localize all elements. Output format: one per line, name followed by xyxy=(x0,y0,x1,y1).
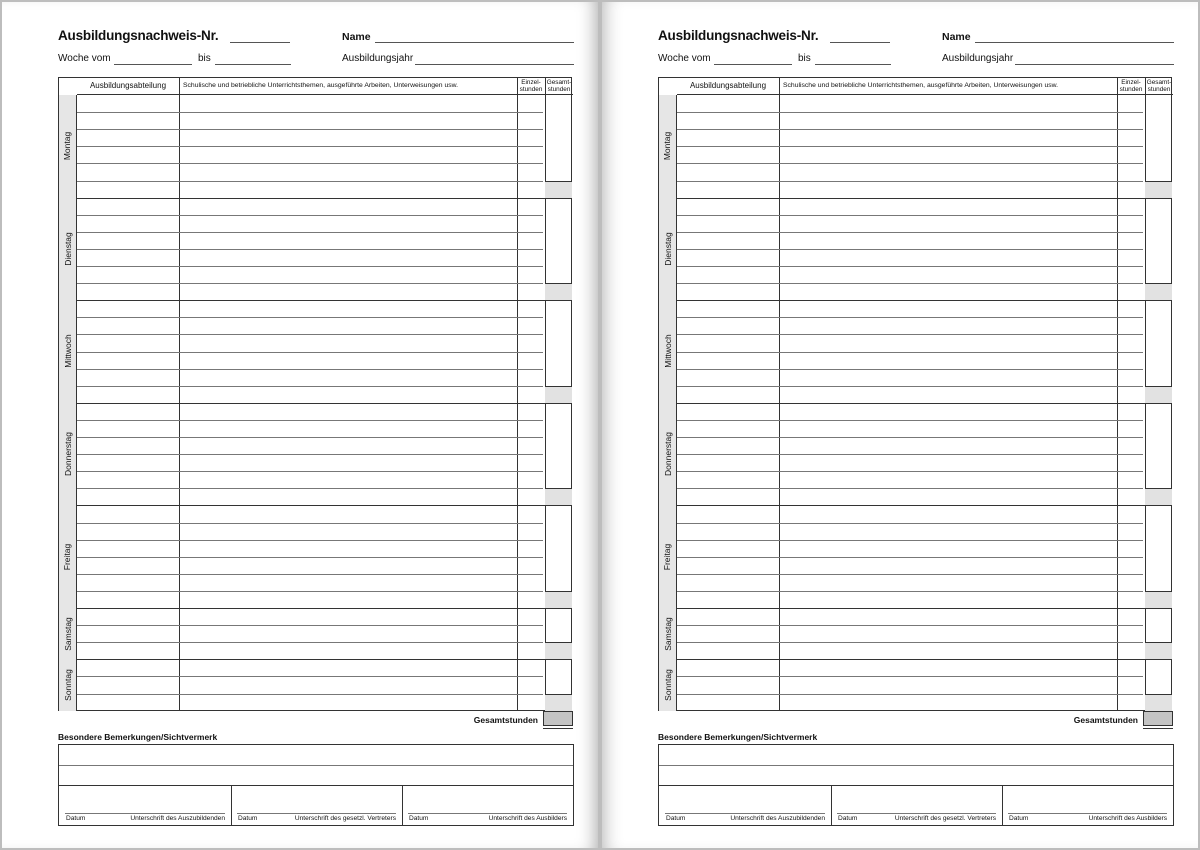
name-field[interactable] xyxy=(375,30,574,43)
day-subtotal-cell[interactable] xyxy=(545,181,572,198)
day-label-text: Freitag xyxy=(662,543,673,570)
entry-row-line[interactable] xyxy=(77,454,543,455)
signature-date-label: Datum xyxy=(1009,815,1029,822)
page-right xyxy=(602,2,1198,848)
day-label-text: Donnerstag xyxy=(662,432,673,477)
entry-row-line[interactable] xyxy=(677,557,1143,558)
day-separator xyxy=(59,659,571,660)
entry-row-line[interactable] xyxy=(77,163,543,164)
day-label-sonntag xyxy=(59,659,77,710)
day-subtotal-cell[interactable] xyxy=(1145,694,1172,711)
day-separator xyxy=(659,403,1171,404)
day-subtotal-cell[interactable] xyxy=(1145,642,1172,659)
name-field[interactable] xyxy=(975,30,1174,43)
entry-row-line[interactable] xyxy=(77,266,543,267)
day-separator xyxy=(659,608,1171,609)
entry-row-line[interactable] xyxy=(677,386,1143,387)
entry-row-line[interactable] xyxy=(677,642,1143,643)
signature-date-label: Datum xyxy=(409,815,429,822)
divider xyxy=(517,78,518,710)
day-label-dienstag xyxy=(659,198,677,301)
day-label-sonntag xyxy=(659,659,677,710)
signature-guardian[interactable] xyxy=(231,785,402,826)
entry-row-line[interactable] xyxy=(77,574,543,575)
training-year-field[interactable] xyxy=(1015,52,1174,65)
entry-row-line[interactable] xyxy=(677,676,1143,677)
col-header-topics: Schulische und betriebliche Unterrichtsthemen, ausgeführte Arbeiten, Unterweisungen usw. xyxy=(179,78,517,95)
entry-row-line[interactable] xyxy=(77,369,543,370)
day-label-freitag xyxy=(659,505,677,608)
day-label-mittwoch xyxy=(659,300,677,403)
report-number-field[interactable] xyxy=(830,30,890,43)
day-subtotal-cell[interactable] xyxy=(545,694,572,711)
signature-line xyxy=(1008,813,1167,814)
week-to-label: bis xyxy=(198,53,211,64)
day-label-text: Samstag xyxy=(62,616,73,651)
day-label-text: Sonntag xyxy=(62,669,73,701)
entry-row-line[interactable] xyxy=(677,437,1143,438)
signature-line xyxy=(237,813,396,814)
signature-trainee[interactable] xyxy=(59,785,231,826)
signature-role-label: Unterschrift des gesetzl. Vertreters xyxy=(894,815,996,822)
week-from-label: Woche vom xyxy=(658,53,711,64)
page-header xyxy=(658,28,1174,68)
day-separator xyxy=(659,300,1171,301)
entry-row-line[interactable] xyxy=(77,540,543,541)
col-header-department: Ausbildungsabteilung xyxy=(77,78,179,95)
day-label-text: Sonntag xyxy=(662,669,673,701)
training-year-field[interactable] xyxy=(415,52,574,65)
page-title: Ausbildungsnachweis-Nr. xyxy=(58,28,219,43)
remarks-box xyxy=(658,744,1174,826)
training-year-label: Ausbildungsjahr xyxy=(942,53,1014,64)
signature-role-label: Unterschrift des Auszubildenden xyxy=(130,815,225,822)
entry-row-line[interactable] xyxy=(77,420,543,421)
day-label-donnerstag xyxy=(659,403,677,506)
entry-row-line[interactable] xyxy=(77,642,543,643)
signature-role-label: Unterschrift des Ausbilders xyxy=(1088,815,1167,822)
entry-row-line[interactable] xyxy=(677,574,1143,575)
col-header-topics: Schulische und betriebliche Unterrichtsthemen, ausgeführte Arbeiten, Unterweisungen usw. xyxy=(779,78,1117,95)
week-to-field[interactable] xyxy=(215,52,291,65)
entry-row-line[interactable] xyxy=(77,591,543,592)
day-label-text: Mittwoch xyxy=(62,334,73,369)
day-subtotal-cell[interactable] xyxy=(545,386,572,403)
signature-trainee[interactable] xyxy=(659,785,831,826)
day-label-samstag xyxy=(59,608,77,659)
signature-line xyxy=(665,813,825,814)
total-hours-label: Gesamtstunden xyxy=(1073,715,1138,725)
entry-row-line[interactable] xyxy=(77,352,543,353)
signature-line xyxy=(408,813,567,814)
divider xyxy=(179,78,180,710)
entry-row-line[interactable] xyxy=(677,488,1143,489)
entry-row-line[interactable] xyxy=(77,386,543,387)
col-header-department: Ausbildungsabteilung xyxy=(677,78,779,95)
entry-row-line[interactable] xyxy=(677,317,1143,318)
entry-row-line[interactable] xyxy=(677,334,1143,335)
entry-row-line[interactable] xyxy=(677,591,1143,592)
entry-row-line[interactable] xyxy=(77,283,543,284)
day-label-montag xyxy=(59,95,77,198)
col-header-total-hours: Gesamt- stunden xyxy=(546,79,572,93)
entry-row-line[interactable] xyxy=(677,540,1143,541)
entry-row-line[interactable] xyxy=(677,129,1143,130)
week-from-label: Woche vom xyxy=(58,53,111,64)
day-separator xyxy=(59,608,571,609)
entry-row-line[interactable] xyxy=(77,317,543,318)
entry-row-line[interactable] xyxy=(77,523,543,524)
day-label-text: Dienstag xyxy=(662,232,673,266)
signature-date-label: Datum xyxy=(66,815,86,822)
signature-line xyxy=(837,813,996,814)
day-separator xyxy=(659,505,1171,506)
day-subtotal-cell[interactable] xyxy=(545,488,572,505)
total-hours-cell[interactable] xyxy=(543,711,573,726)
day-label-text: Dienstag xyxy=(62,232,73,266)
day-separator xyxy=(59,403,571,404)
entry-row-line[interactable] xyxy=(77,334,543,335)
entry-row-line[interactable] xyxy=(77,557,543,558)
day-label-text: Freitag xyxy=(62,543,73,570)
page-title: Ausbildungsnachweis-Nr. xyxy=(658,28,819,43)
signature-role-label: Unterschrift des Ausbilders xyxy=(488,815,567,822)
remarks-line xyxy=(59,765,573,766)
entry-row-line[interactable] xyxy=(677,249,1143,250)
signature-trainer[interactable] xyxy=(402,785,573,826)
day-label-samstag xyxy=(659,608,677,659)
entry-row-line[interactable] xyxy=(677,625,1143,626)
weekly-log-table xyxy=(58,77,572,711)
entry-row-line[interactable] xyxy=(77,625,543,626)
entry-row-line[interactable] xyxy=(677,694,1143,695)
entry-row-line[interactable] xyxy=(677,112,1143,113)
day-separator xyxy=(659,198,1171,199)
page-header xyxy=(58,28,574,68)
day-subtotal-cell[interactable] xyxy=(545,642,572,659)
entry-row-line[interactable] xyxy=(677,266,1143,267)
entry-row-line[interactable] xyxy=(77,232,543,233)
signature-guardian[interactable] xyxy=(831,785,1002,826)
entry-row-line[interactable] xyxy=(677,471,1143,472)
entry-row-line[interactable] xyxy=(77,146,543,147)
entry-row-line[interactable] xyxy=(77,112,543,113)
signature-trainer[interactable] xyxy=(1002,785,1173,826)
signature-role-label: Unterschrift des gesetzl. Vertreters xyxy=(294,815,396,822)
entry-row-line[interactable] xyxy=(77,471,543,472)
page-left xyxy=(2,2,598,848)
entry-row-line[interactable] xyxy=(677,146,1143,147)
day-label-freitag xyxy=(59,505,77,608)
signature-date-label: Datum xyxy=(666,815,686,822)
day-label-text: Montag xyxy=(62,132,73,161)
day-subtotal-cell[interactable] xyxy=(1145,283,1172,300)
entry-row-line[interactable] xyxy=(677,232,1143,233)
day-subtotal-cell[interactable] xyxy=(1145,488,1172,505)
divider xyxy=(1117,78,1118,710)
training-year-label: Ausbildungsjahr xyxy=(342,53,414,64)
remarks-line xyxy=(659,765,1173,766)
remarks-label: Besondere Bemerkungen/Sichtvermerk xyxy=(58,732,218,742)
entry-row-line[interactable] xyxy=(677,454,1143,455)
col-header-total-hours: Gesamt- stunden xyxy=(1146,79,1172,93)
day-subtotal-cell[interactable] xyxy=(545,283,572,300)
entry-row-line[interactable] xyxy=(77,129,543,130)
report-number-field[interactable] xyxy=(230,30,290,43)
signature-line xyxy=(65,813,225,814)
remarks-label: Besondere Bemerkungen/Sichtvermerk xyxy=(658,732,818,742)
name-label: Name xyxy=(942,31,971,43)
signature-role-label: Unterschrift des Auszubildenden xyxy=(730,815,825,822)
signature-date-label: Datum xyxy=(838,815,858,822)
total-hours-underline xyxy=(543,728,573,729)
day-label-mittwoch xyxy=(59,300,77,403)
day-separator xyxy=(59,300,571,301)
day-label-text: Mittwoch xyxy=(662,334,673,369)
divider xyxy=(779,78,780,710)
entry-row-line[interactable] xyxy=(677,369,1143,370)
entry-row-line[interactable] xyxy=(677,163,1143,164)
entry-row-line[interactable] xyxy=(77,676,543,677)
weekly-log-table xyxy=(658,77,1172,711)
total-hours-underline xyxy=(1143,728,1173,729)
day-subtotal-cell[interactable] xyxy=(545,591,572,608)
entry-row-line[interactable] xyxy=(77,437,543,438)
week-to-field[interactable] xyxy=(815,52,891,65)
entry-row-line[interactable] xyxy=(677,215,1143,216)
col-header-single-hours: Einzel- stunden xyxy=(517,78,545,95)
day-label-text: Samstag xyxy=(662,616,673,651)
day-separator xyxy=(659,659,1171,660)
remarks-box xyxy=(58,744,574,826)
entry-row-line[interactable] xyxy=(677,420,1143,421)
day-label-text: Donnerstag xyxy=(62,432,73,477)
entry-row-line[interactable] xyxy=(677,352,1143,353)
signature-date-label: Datum xyxy=(238,815,258,822)
day-label-montag xyxy=(659,95,677,198)
day-separator xyxy=(59,505,571,506)
total-hours-cell[interactable] xyxy=(1143,711,1173,726)
day-label-text: Montag xyxy=(662,132,673,161)
entry-row-line[interactable] xyxy=(77,215,543,216)
entry-row-line[interactable] xyxy=(677,283,1143,284)
entry-row-line[interactable] xyxy=(677,181,1143,182)
week-from-field[interactable] xyxy=(114,52,192,65)
name-label: Name xyxy=(342,31,371,43)
week-from-field[interactable] xyxy=(714,52,792,65)
entry-row-line[interactable] xyxy=(77,249,543,250)
total-hours-label: Gesamtstunden xyxy=(473,715,538,725)
day-label-donnerstag xyxy=(59,403,77,506)
entry-row-line[interactable] xyxy=(77,694,543,695)
week-to-label: bis xyxy=(798,53,811,64)
day-subtotal-cell[interactable] xyxy=(1145,591,1172,608)
day-subtotal-cell[interactable] xyxy=(1145,386,1172,403)
day-subtotal-cell[interactable] xyxy=(1145,181,1172,198)
entry-row-line[interactable] xyxy=(77,181,543,182)
entry-row-line[interactable] xyxy=(77,488,543,489)
entry-row-line[interactable] xyxy=(677,523,1143,524)
col-header-single-hours: Einzel- stunden xyxy=(1117,78,1145,95)
day-label-dienstag xyxy=(59,198,77,301)
day-separator xyxy=(59,198,571,199)
